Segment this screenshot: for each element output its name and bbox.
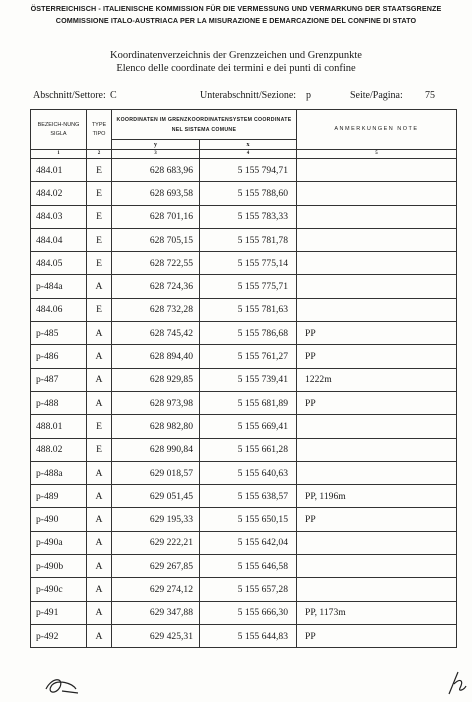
- commission-title-german: ÖSTERREICHISCH - ITALIENISCHE KOMMISSION FÜR DIE VERMESSUNG UND VERMARKUNG DER STAATSGRENZE: [30, 4, 442, 13]
- table-row: [31, 601, 457, 624]
- row-note: [297, 298, 457, 321]
- row-y-coordinate: 629 195,33: [112, 508, 200, 531]
- row-note: PP: [297, 508, 457, 531]
- row-x-coordinate: 5 155 786,68: [200, 322, 297, 345]
- row-note: PP, 1173m: [297, 601, 457, 624]
- column-number: 1: [31, 150, 87, 159]
- row-note: PP: [297, 391, 457, 414]
- row-y-coordinate: 628 693,58: [112, 182, 200, 205]
- row-y-coordinate: 629 222,21: [112, 531, 200, 554]
- row-x-coordinate: 5 155 781,63: [200, 298, 297, 321]
- row-y-coordinate: 629 018,57: [112, 461, 200, 484]
- row-type: A: [87, 531, 112, 554]
- table-row: [31, 252, 457, 275]
- row-id: 484.04: [31, 228, 87, 251]
- row-x-coordinate: 5 155 657,28: [200, 578, 297, 601]
- column-number: 5: [297, 150, 457, 159]
- commission-title-italian: COMMISSIONE ITALO-AUSTRIACA PER LA MISURAZIONE E DEMARCAZIONE DEL CONFINE DI STATO: [55, 16, 417, 25]
- document-title-italian: Elenco delle coordinate dei termini e dei punti di confine: [116, 63, 356, 74]
- row-type: E: [87, 182, 112, 205]
- row-note: 1222m: [297, 368, 457, 391]
- row-note: PP, 1196m: [297, 485, 457, 508]
- row-note: [297, 205, 457, 228]
- row-x-coordinate: 5 155 739,41: [200, 368, 297, 391]
- table-body: [31, 159, 457, 648]
- document-title-german: Koordinatenverzeichnis der Grenzzeichen und Grenzpunkte: [110, 50, 362, 61]
- row-y-coordinate: 629 347,88: [112, 601, 200, 624]
- row-type: E: [87, 205, 112, 228]
- row-id: p-492: [31, 624, 87, 647]
- row-type: E: [87, 298, 112, 321]
- column-number: 4: [200, 150, 297, 159]
- row-type: A: [87, 578, 112, 601]
- header-coordinates: KOORDINATEN IM GRENZKOORDINATENSYSTEM COORDINATE NEL SISTEMA COMUNE: [112, 110, 297, 140]
- row-type: A: [87, 508, 112, 531]
- row-x-coordinate: 5 155 650,15: [200, 508, 297, 531]
- row-note: PP: [297, 345, 457, 368]
- row-y-coordinate: 628 724,36: [112, 275, 200, 298]
- row-id: p-488a: [31, 461, 87, 484]
- row-note: PP: [297, 322, 457, 345]
- header-notes: ANMERKUNGEN NOTE: [297, 110, 457, 150]
- signature-right: [446, 668, 468, 698]
- table-row: [31, 298, 457, 321]
- row-x-coordinate: 5 155 761,27: [200, 345, 297, 368]
- row-id: p-486: [31, 345, 87, 368]
- table-row: [31, 624, 457, 647]
- table-row: [31, 205, 457, 228]
- row-y-coordinate: 628 732,28: [112, 298, 200, 321]
- row-x-coordinate: 5 155 669,41: [200, 415, 297, 438]
- unterabschnitt-value: p: [306, 90, 311, 101]
- coordinate-table: [30, 109, 457, 648]
- row-type: E: [87, 252, 112, 275]
- signature-left: [42, 675, 82, 697]
- table-row: [31, 228, 457, 251]
- row-id: 484.01: [31, 159, 87, 182]
- row-y-coordinate: 628 683,96: [112, 159, 200, 182]
- table-row: [31, 555, 457, 578]
- row-x-coordinate: 5 155 783,33: [200, 205, 297, 228]
- row-y-coordinate: 629 425,31: [112, 624, 200, 647]
- row-x-coordinate: 5 155 666,30: [200, 601, 297, 624]
- row-note: [297, 252, 457, 275]
- row-note: [297, 415, 457, 438]
- table-row: [31, 275, 457, 298]
- row-x-coordinate: 5 155 781,78: [200, 228, 297, 251]
- row-type: A: [87, 391, 112, 414]
- row-x-coordinate: 5 155 681,89: [200, 391, 297, 414]
- table-row: [31, 322, 457, 345]
- row-id: 484.06: [31, 298, 87, 321]
- table-row: [31, 485, 457, 508]
- row-id: p-488: [31, 391, 87, 414]
- row-id: 484.03: [31, 205, 87, 228]
- row-id: p-490: [31, 508, 87, 531]
- row-y-coordinate: 629 051,45: [112, 485, 200, 508]
- row-y-coordinate: 628 701,16: [112, 205, 200, 228]
- table-row: [31, 531, 457, 554]
- column-number: 2: [87, 150, 112, 159]
- row-y-coordinate: 628 929,85: [112, 368, 200, 391]
- row-note: [297, 228, 457, 251]
- table-row: [31, 438, 457, 461]
- row-note: [297, 461, 457, 484]
- row-x-coordinate: 5 155 642,04: [200, 531, 297, 554]
- row-x-coordinate: 5 155 640,63: [200, 461, 297, 484]
- column-number: 3: [112, 150, 200, 159]
- row-y-coordinate: 628 973,98: [112, 391, 200, 414]
- table-row: [31, 578, 457, 601]
- row-id: p-485: [31, 322, 87, 345]
- row-id: p-490b: [31, 555, 87, 578]
- abschnitt-value: C: [110, 90, 117, 101]
- row-type: A: [87, 555, 112, 578]
- row-y-coordinate: 628 894,40: [112, 345, 200, 368]
- row-id: p-490c: [31, 578, 87, 601]
- table-row: [31, 461, 457, 484]
- row-y-coordinate: 628 990,84: [112, 438, 200, 461]
- row-type: A: [87, 624, 112, 647]
- row-type: A: [87, 368, 112, 391]
- row-type: A: [87, 601, 112, 624]
- row-id: p-484a: [31, 275, 87, 298]
- row-x-coordinate: 5 155 661,28: [200, 438, 297, 461]
- seite-value: 75: [425, 90, 435, 101]
- row-note: [297, 275, 457, 298]
- row-id: p-487: [31, 368, 87, 391]
- table-row: [31, 368, 457, 391]
- table-row: [31, 508, 457, 531]
- row-note: [297, 182, 457, 205]
- unterabschnitt-label: Unterabschnitt/Sezione:: [200, 90, 297, 101]
- row-type: A: [87, 322, 112, 345]
- row-x-coordinate: 5 155 775,71: [200, 275, 297, 298]
- row-id: 484.02: [31, 182, 87, 205]
- header-type: TYPE TIPO: [87, 110, 112, 150]
- row-type: A: [87, 345, 112, 368]
- row-x-coordinate: 5 155 794,71: [200, 159, 297, 182]
- header-x: x: [200, 140, 297, 150]
- table-row: [31, 182, 457, 205]
- seite-label: Seite/Pagina:: [350, 90, 403, 101]
- row-type: E: [87, 415, 112, 438]
- row-type: A: [87, 275, 112, 298]
- row-note: [297, 531, 457, 554]
- row-type: E: [87, 159, 112, 182]
- row-note: [297, 159, 457, 182]
- row-id: p-491: [31, 601, 87, 624]
- row-id: p-490a: [31, 531, 87, 554]
- table-row: [31, 415, 457, 438]
- row-x-coordinate: 5 155 775,14: [200, 252, 297, 275]
- row-type: A: [87, 461, 112, 484]
- row-x-coordinate: 5 155 638,57: [200, 485, 297, 508]
- row-type: A: [87, 485, 112, 508]
- table-row: [31, 391, 457, 414]
- table-row: [31, 345, 457, 368]
- row-note: [297, 578, 457, 601]
- row-y-coordinate: 628 705,15: [112, 228, 200, 251]
- row-x-coordinate: 5 155 644,83: [200, 624, 297, 647]
- row-note: [297, 438, 457, 461]
- header-bezeichnung: BEZEICH-NUNG SIGLA: [31, 110, 87, 150]
- row-y-coordinate: 629 274,12: [112, 578, 200, 601]
- row-x-coordinate: 5 155 646,58: [200, 555, 297, 578]
- row-id: 488.01: [31, 415, 87, 438]
- row-y-coordinate: 628 982,80: [112, 415, 200, 438]
- abschnitt-label: Abschnitt/Settore:: [33, 90, 106, 101]
- row-type: E: [87, 228, 112, 251]
- header-y: y: [112, 140, 200, 150]
- row-id: 484.05: [31, 252, 87, 275]
- row-id: p-489: [31, 485, 87, 508]
- row-id: 488.02: [31, 438, 87, 461]
- row-y-coordinate: 629 267,85: [112, 555, 200, 578]
- table-row: [31, 159, 457, 182]
- row-note: PP: [297, 624, 457, 647]
- row-y-coordinate: 628 722,55: [112, 252, 200, 275]
- row-x-coordinate: 5 155 788,60: [200, 182, 297, 205]
- row-y-coordinate: 628 745,42: [112, 322, 200, 345]
- row-note: [297, 555, 457, 578]
- row-type: E: [87, 438, 112, 461]
